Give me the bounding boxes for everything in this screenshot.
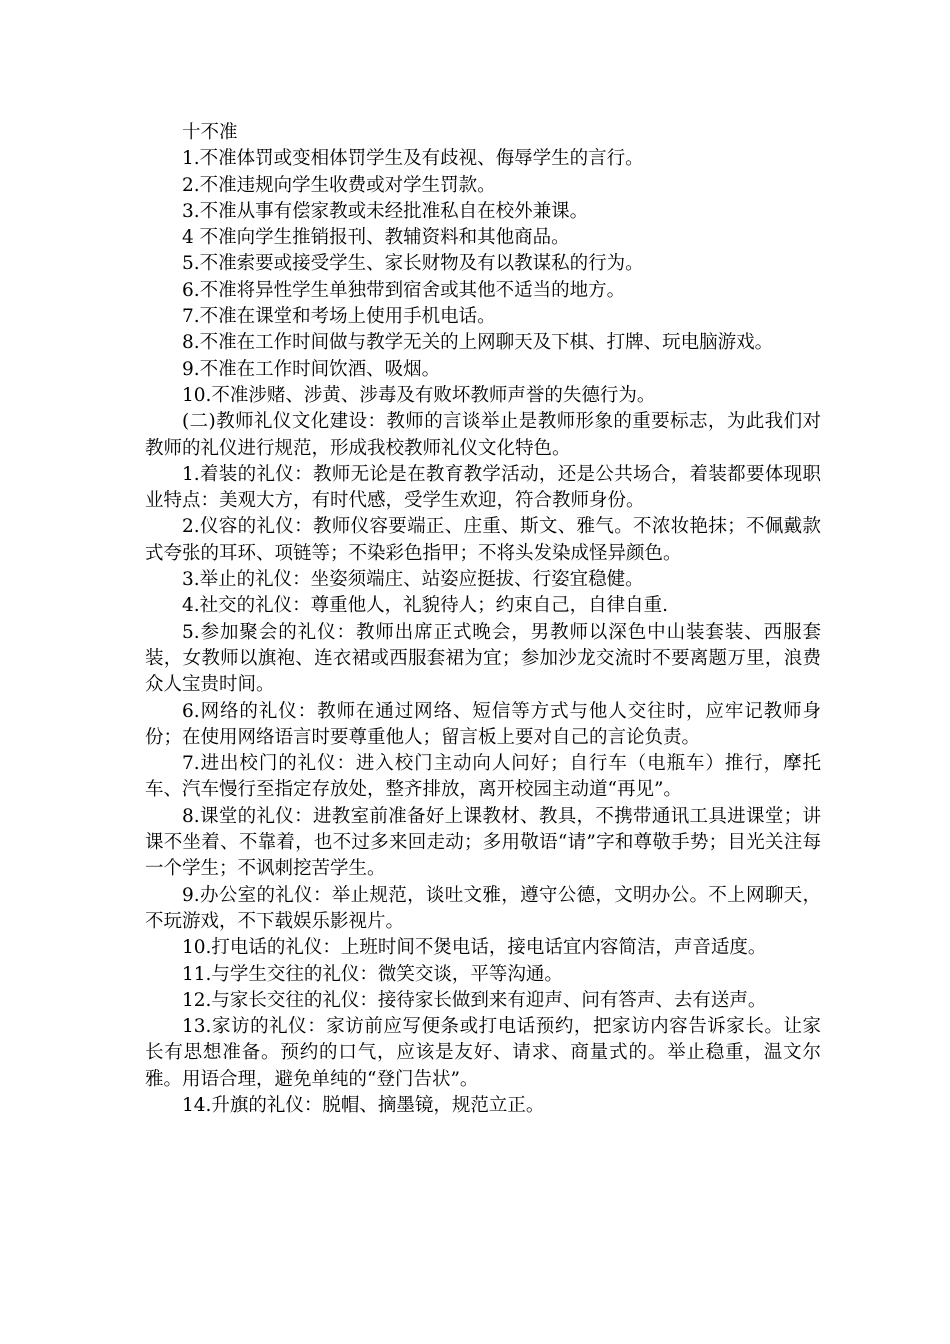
etiquette-item-13: 13.家访的礼仪：家访前应写便条或打电话预约，把家访内容告诉家长。让家长有思想准备。预约的口气，应该是友好、请求、商量式的。举止稳重，温文尔雅。用语合理，避免单纯的“登门告状”。 bbox=[145, 1016, 821, 1090]
etiquette-item-11: 11.与学生交往的礼仪：微笑交谈，平等沟通。 bbox=[182, 963, 563, 985]
etiquette-item-10: 10.打电话的礼仪：上班时间不煲电话，接电话宜内容简洁，声音适度。 bbox=[182, 937, 767, 959]
etiquette-item-7: 7.进出校门的礼仪：进入校门主动向人问好；自行车（电瓶车）推行，摩托车、汽车慢行至指定存放处，整齐排放，离开校园主动道“再见”。 bbox=[145, 753, 821, 801]
rule-5: 5.不准索要或接受学生、家长财物及有以教谋私的行为。 bbox=[182, 253, 644, 275]
etiquette-item-14: 14.升旗的礼仪：脱帽、摘墨镜，规范立正。 bbox=[182, 1094, 545, 1116]
section-heading: 十不准 bbox=[182, 122, 238, 143]
rule-1: 1.不准体罚或变相体罚学生及有歧视、侮辱学生的言行。 bbox=[182, 148, 644, 170]
etiquette-item-8: 8.课堂的礼仪：进教室前准备好上课教材、教具，不携带通讯工具进课堂；讲课不坐着、不靠着，也不过多来回走动；多用敬语“请”字和尊敬手势；目光关注每一个学生；不讽刺挖苦学生。 bbox=[145, 805, 821, 880]
etiquette-intro: (二)教师礼仪文化建设：教师的言谈举止是教师形象的重要标志，为此我们对教师的礼仪进行规范，形成我校教师礼仪文化特色。 bbox=[145, 411, 821, 459]
rule-7: 7.不准在课堂和考场上使用手机电话。 bbox=[182, 306, 496, 328]
etiquette-item-9: 9.办公室的礼仪：举止规范，谈吐文雅，遵守公德，文明办公。不上网聊天，不玩游戏，不下载娱乐影视片。 bbox=[145, 884, 821, 932]
etiquette-item-6: 6.网络的礼仪：教师在通过网络、短信等方式与他人交往时，应牢记教师身份；在使用网络语言时要尊重他人；留言板上要对自己的言论负责。 bbox=[145, 700, 821, 748]
etiquette-item-1: 1.着装的礼仪：教师无论是在教育教学活动，还是公共场合，着装都要体现职业特点：美观大方，有时代感，受学生欢迎，符合教师身份。 bbox=[145, 463, 821, 512]
document-body bbox=[145, 120, 821, 1119]
rule-10: 10.不准涉赌、涉黄、涉毒及有败坏教师声誉的失德行为。 bbox=[182, 384, 656, 406]
etiquette-item-4: 4.社交的礼仪：尊重他人，礼貌待人；约束自己，自律自重. bbox=[182, 595, 669, 617]
rule-4: 4 不准向学生推销报刊、教辅资料和其他商品。 bbox=[182, 227, 570, 249]
rule-6: 6.不准将异性学生单独带到宿舍或其他不适当的地方。 bbox=[182, 279, 626, 301]
etiquette-item-12: 12.与家长交往的礼仪：接待家长做到来有迎声、问有答声、去有送声。 bbox=[182, 989, 767, 1011]
rule-8: 8.不准在工作时间做与教学无关的上网聊天及下棋、打牌、玩电脑游戏。 bbox=[182, 332, 774, 354]
rule-3: 3.不准从事有偿家教或未经批准私自在校外兼课。 bbox=[182, 200, 589, 222]
rule-9: 9.不准在工作时间饮酒、吸烟。 bbox=[182, 358, 441, 380]
rule-2: 2.不准违规向学生收费或对学生罚款。 bbox=[182, 174, 496, 196]
etiquette-item-3: 3.举止的礼仪：坐姿须端庄、站姿应挺拔、行姿宜稳健。 bbox=[182, 569, 644, 591]
etiquette-item-5: 5.参加聚会的礼仪：教师出席正式晚会，男教师以深色中山装套装、西服套装，女教师以旗袍、连衣裙或西服套裙为宜；参加沙龙交流时不要离题万里，浪费众人宝贵时间。 bbox=[145, 621, 821, 696]
etiquette-item-2: 2.仪容的礼仪：教师仪容要端正、庄重、斯文、雅气。不浓妆艳抹；不佩戴款式夸张的耳环、项链等；不染彩色指甲；不将头发染成怪异颜色。 bbox=[145, 516, 821, 564]
